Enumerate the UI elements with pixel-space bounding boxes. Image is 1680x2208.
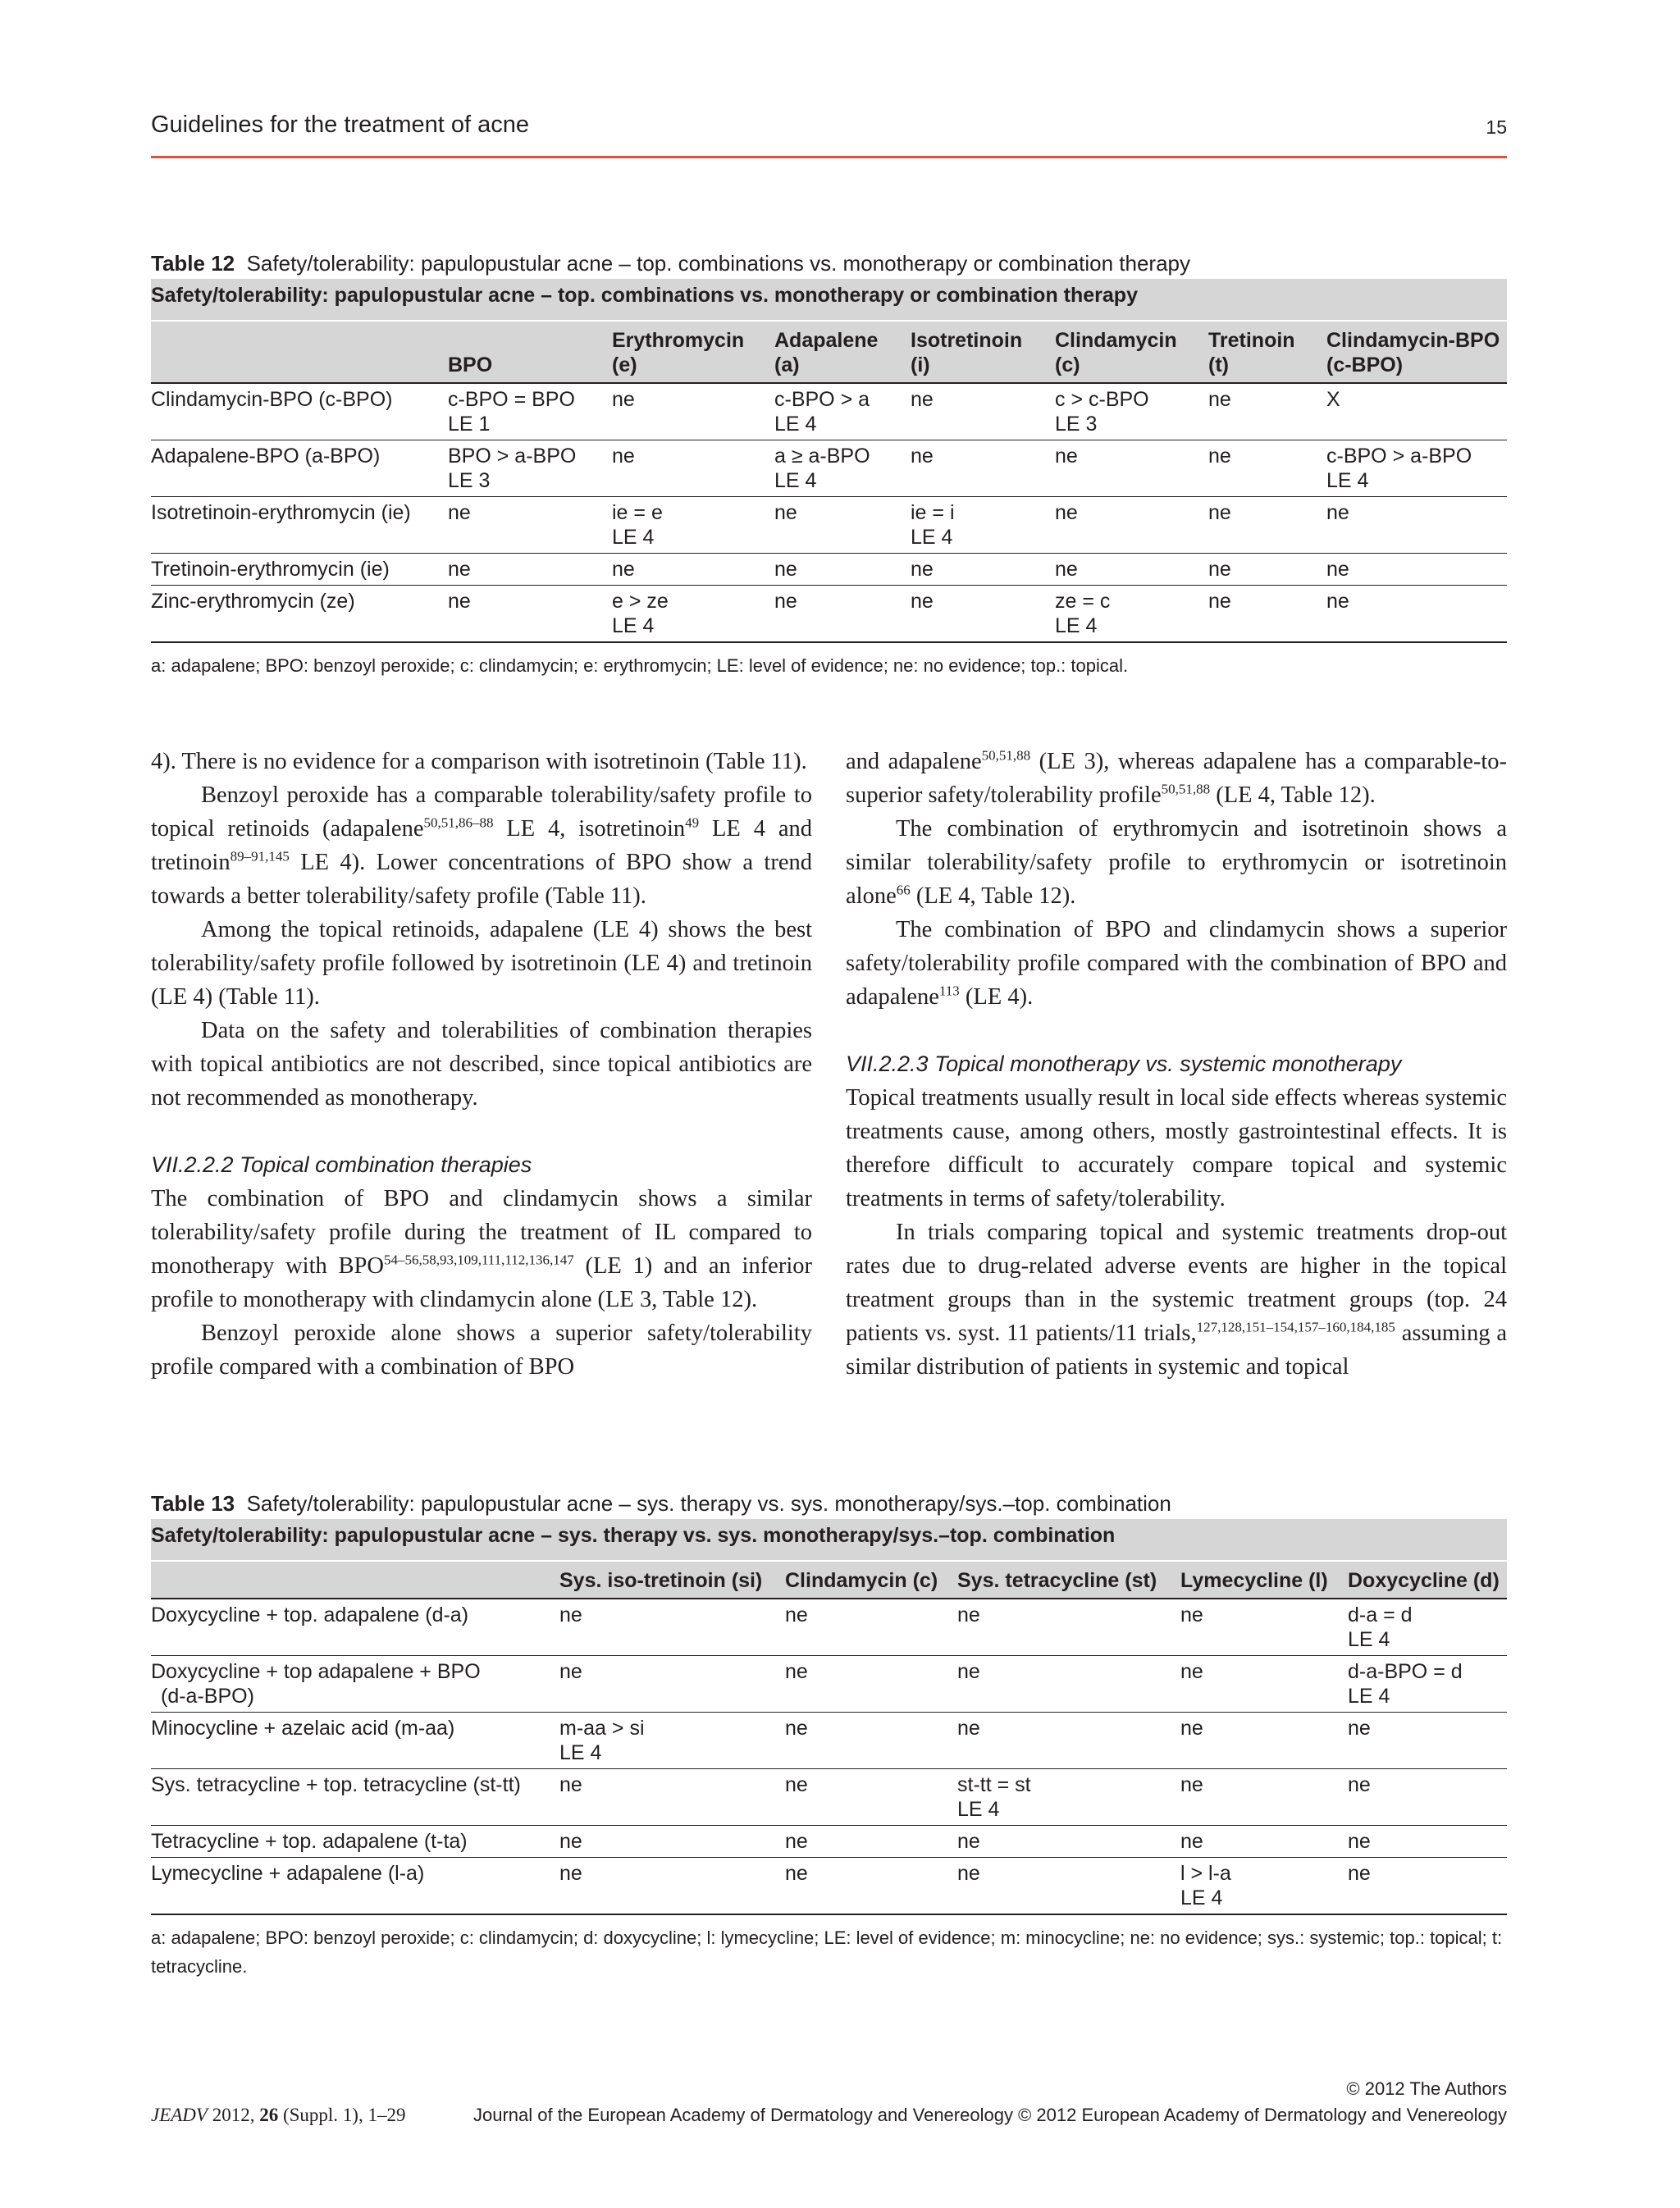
cell-line: a ≥ a-BPO	[774, 445, 870, 468]
table-cell	[612, 440, 774, 497]
cell-line: ne	[1180, 1717, 1203, 1740]
table-cell	[1326, 586, 1507, 643]
cell-line: ze = c	[1055, 590, 1111, 613]
table-cell	[774, 440, 911, 497]
table-cell	[911, 440, 1055, 497]
cell-line: st-tt = st	[957, 1773, 1031, 1796]
table-12	[151, 251, 1507, 680]
cell-line: d-a-BPO = d	[1348, 1660, 1463, 1683]
column-header: Tretinoin (t)	[1208, 322, 1326, 383]
table-cell	[612, 586, 774, 643]
table-cell	[448, 440, 612, 497]
table-cell	[612, 497, 774, 554]
table-12-grid	[151, 322, 1507, 643]
citation: 50,51,86–88	[423, 814, 494, 831]
cell-line: LE 4	[774, 469, 817, 492]
table-cell	[1180, 1769, 1348, 1826]
table-row	[151, 497, 1507, 554]
cell-line: ne	[1055, 501, 1078, 524]
row-label: Clindamycin-BPO (c-BPO)	[151, 383, 448, 440]
table-cell	[1180, 1858, 1348, 1915]
cell-line: ne	[1180, 1604, 1203, 1626]
table-row	[151, 586, 1507, 643]
row-label: Sys. tetracycline + top. tetracycline (st-tt)	[151, 1769, 559, 1826]
table-row	[151, 440, 1507, 497]
table-cell	[1326, 383, 1507, 440]
table-cell	[559, 1656, 785, 1713]
cell-line: ie = e	[612, 501, 663, 524]
cell-line: LE 4	[1348, 1628, 1390, 1651]
cell-line: c-BPO > a-BPO	[1326, 445, 1472, 468]
cell-line: ne	[612, 445, 635, 468]
row-label: Tretinoin-erythromycin (ie)	[151, 554, 448, 586]
table-cell	[957, 1826, 1180, 1858]
column-header: Isotretinoin (i)	[911, 322, 1055, 383]
table-cell	[1180, 1656, 1348, 1713]
cell-line: LE 4	[612, 614, 655, 637]
column-header: Clindamycin (c)	[1055, 322, 1208, 383]
table-cell	[785, 1713, 957, 1769]
table-cell	[1326, 554, 1507, 586]
row-label: Isotretinoin-erythromycin (ie)	[151, 497, 448, 554]
table-12-label: Table 12	[151, 251, 235, 276]
row-label: Doxycycline + top adapalene + BPO (d-a-BPO)	[151, 1656, 559, 1713]
paragraph: Benzoyl peroxide has a comparable tolerability/safety profile to topical retinoids (adapalene$^{50,51,86-88}$ LE 4, isotretinoin$^{49}$ LE 4 and tretinoin$^{89-91,145}$ LE 4). Lower concentrations of BPO show a trend towards a better tolerability/safety profile (Table 11).	[151, 782, 813, 909]
cell-line: LE 4	[1348, 1685, 1390, 1708]
cell-line: ne	[957, 1830, 980, 1853]
table-cell	[785, 1826, 957, 1858]
cell-line: ne	[559, 1660, 582, 1683]
cell-line: ne	[785, 1773, 808, 1796]
table-cell	[1180, 1599, 1348, 1656]
table-cell	[957, 1858, 1180, 1915]
table-cell	[559, 1858, 785, 1915]
cell-line: m-aa > si	[559, 1717, 645, 1740]
column-header: Sys. iso-tretinoin (si)	[559, 1562, 785, 1599]
table-cell	[1180, 1713, 1348, 1769]
table-13-caption	[151, 1491, 1507, 1519]
paragraph: The combination of BPO and clindamycin shows a similar tolerability/safety profile during the treatment of IL compared to monotherapy with BPO$^{54-56,58,93,109,111,112,136,147}$ (LE 1) and an inferior profile to monotherapy with clindamycin alone (LE 3, Table 12).	[151, 1186, 812, 1312]
table-cell	[1348, 1858, 1507, 1915]
cell-line: ne	[785, 1862, 808, 1885]
paragraph: In trials comparing topical and systemic treatments drop-out rates due to drug-related adverse events are higher in the topical treatment groups than in the systemic treatment groups (top. 24 patients vs. syst. 11 patients/11 trials,$^{127,128,151-154,157-160,184,185}$ assuming a similar distribution of patients in systemic and topical	[846, 1220, 1507, 1380]
cell-line: ne	[559, 1604, 582, 1626]
table-cell	[911, 497, 1055, 554]
paragraph: Data on the safety and tolerabilities of combination therapies with topical antibiotics are not described, since topical antibiotics are not recommended as monotherapy.	[151, 1018, 812, 1111]
cell-line: LE 4	[1180, 1886, 1223, 1909]
table-cell	[785, 1858, 957, 1915]
citation: 89–91,145	[230, 848, 290, 864]
table-cell	[1055, 586, 1208, 643]
cell-line: ne	[1326, 501, 1349, 524]
paragraph: Topical treatments usually result in local side effects whereas systemic treatments cause, among others, mostly gastrointestinal effects. It is therefore difficult to accurately compare topical and systemic treatments in terms of safety/tolerability.	[846, 1085, 1507, 1211]
cell-line: ne	[911, 590, 934, 613]
table-cell	[911, 586, 1055, 643]
row-label: Doxycycline + top. adapalene (d-a)	[151, 1599, 559, 1656]
cell-line: LE 4	[612, 526, 655, 549]
table-row	[151, 1858, 1507, 1915]
table-cell	[448, 383, 612, 440]
citation: 113	[938, 983, 960, 999]
cell-line: ne	[1208, 558, 1231, 581]
cell-line: ne	[1180, 1830, 1203, 1853]
column-header: Sys. tetracycline (st)	[957, 1562, 1180, 1599]
table-cell	[1348, 1656, 1507, 1713]
table-cell	[1348, 1769, 1507, 1826]
section-heading: VII.2.2.2 Topical combination therapies	[151, 1152, 532, 1177]
column-header: Clindamycin-BPO (c-BPO)	[1326, 322, 1507, 383]
text-column-right	[846, 745, 1507, 1384]
table-cell	[911, 383, 1055, 440]
table-13-grid	[151, 1562, 1507, 1915]
table-13-caption-text: Safety/tolerability: papulopustular acne – sys. therapy vs. sys. monotherapy/sys.–top. combination	[246, 1491, 1171, 1516]
table-cell	[957, 1769, 1180, 1826]
cell-line: ne	[612, 388, 635, 411]
paragraph: Benzoyl peroxide alone shows a superior safety/tolerability profile compared with a combination of BPO	[151, 1321, 812, 1380]
cell-line: c-BPO = BPO	[448, 388, 575, 411]
cell-line: ne	[559, 1773, 582, 1796]
cell-line: ne	[1348, 1830, 1371, 1853]
table-cell	[1208, 586, 1326, 643]
cell-line: c-BPO > a	[774, 388, 870, 411]
cell-line: ne	[785, 1604, 808, 1626]
cell-line: ne	[1326, 590, 1349, 613]
table-cell	[1208, 440, 1326, 497]
cell-line: ne	[1326, 558, 1349, 581]
cell-line: ne	[785, 1717, 808, 1740]
cell-line: ne	[559, 1830, 582, 1853]
cell-line: LE 4	[1055, 614, 1098, 637]
table-cell	[448, 497, 612, 554]
table-row	[151, 554, 1507, 586]
cell-line: ne	[1180, 1660, 1203, 1683]
table-13	[151, 1491, 1507, 1981]
section-heading: VII.2.2.3 Topical monotherapy vs. systemic monotherapy	[846, 1052, 1402, 1076]
table-cell	[448, 586, 612, 643]
table-row	[151, 1599, 1507, 1656]
cell-line: ne	[1208, 501, 1231, 524]
cell-line: ne	[1208, 388, 1231, 411]
table-cell	[1180, 1826, 1348, 1858]
cell-line: ne	[612, 558, 635, 581]
cell-line: ne	[911, 445, 934, 468]
table-cell	[785, 1599, 957, 1656]
cell-line: ne	[911, 558, 934, 581]
paragraph: The combination of BPO and clindamycin shows a superior safety/tolerability profile compared with the combination of BPO and adapalene$^{113}$ (LE 4).	[846, 917, 1507, 1010]
running-header	[151, 112, 1507, 148]
table-row	[151, 1713, 1507, 1769]
running-title: Guidelines for the treatment of acne	[151, 112, 530, 138]
citation: 49	[685, 814, 700, 831]
cell-line: ne	[1055, 445, 1078, 468]
column-header: BPO	[448, 322, 612, 383]
column-header	[151, 1562, 559, 1599]
cell-line: LE 4	[559, 1741, 602, 1764]
table-cell	[1208, 554, 1326, 586]
table-13-label: Table 13	[151, 1491, 235, 1516]
cell-line: LE 4	[957, 1798, 1000, 1821]
table-cell	[1326, 440, 1507, 497]
table-cell	[1348, 1599, 1507, 1656]
footer-copyright: © 2012 The Authors	[1346, 2078, 1507, 2099]
citation: 127,128,151–154,157–160,184,185	[1196, 1319, 1395, 1335]
column-header: Clindamycin (c)	[785, 1562, 957, 1599]
table-12-title: Safety/tolerability: papulopustular acne – top. combinations vs. monotherapy or combination therapy	[151, 279, 1507, 322]
table-cell	[559, 1713, 785, 1769]
table-row	[151, 1826, 1507, 1858]
table-cell	[612, 554, 774, 586]
page-number: 15	[1486, 116, 1507, 138]
table-cell	[1326, 497, 1507, 554]
cell-line: BPO > a-BPO	[448, 445, 577, 468]
table-13-footnote: a: adapalene; BPO: benzoyl peroxide; c: clindamycin; d: doxycycline; l: lymecycline; LE: level of evidence; m: minocycline; ne: no evidence; sys.: systemic; top.: topical; t: tetracycline.	[151, 1927, 1503, 1977]
table-cell	[785, 1769, 957, 1826]
cell-line: ne	[1055, 558, 1078, 581]
paragraph: 4). There is no evidence for a comparison with isotretinoin (Table 11).	[151, 749, 807, 774]
citation: 50,51,88	[1161, 781, 1211, 797]
table-cell	[1055, 497, 1208, 554]
cell-line: X	[1326, 388, 1340, 411]
table-cell	[448, 554, 612, 586]
cell-line: d-a = d	[1348, 1604, 1413, 1626]
cell-line: ne	[448, 590, 471, 613]
table-cell	[957, 1656, 1180, 1713]
column-header: Erythromycin (e)	[612, 322, 774, 383]
table-cell	[559, 1599, 785, 1656]
column-header: Adapalene (a)	[774, 322, 911, 383]
table-cell	[957, 1599, 1180, 1656]
text-column-left	[151, 745, 812, 1384]
column-header	[151, 322, 448, 383]
table-13-title: Safety/tolerability: papulopustular acne – sys. therapy vs. sys. monotherapy/sys.–top. combination	[151, 1519, 1507, 1562]
row-label: Minocycline + azelaic acid (m-aa)	[151, 1713, 559, 1769]
table-cell	[957, 1713, 1180, 1769]
cell-line: ne	[559, 1862, 582, 1885]
journal-citation: JEADV 2012, 26 (Suppl. 1), 1–29	[151, 2105, 406, 2125]
cell-line: ne	[1208, 445, 1231, 468]
table-cell	[1208, 497, 1326, 554]
table-cell	[1055, 440, 1208, 497]
cell-line: ne	[1348, 1773, 1371, 1796]
table-cell	[1208, 383, 1326, 440]
cell-line: LE 4	[774, 413, 817, 436]
cell-line: ne	[448, 501, 471, 524]
table-row	[151, 1656, 1507, 1713]
table-cell	[1055, 554, 1208, 586]
cell-line: ne	[957, 1604, 980, 1626]
cell-line: LE 1	[448, 413, 491, 436]
journal-name: Journal of the European Academy of Dermatology and Venereology © 2012 European Academy of Dermatology and Venereology	[472, 2105, 1507, 2125]
cell-line: ne	[1348, 1862, 1371, 1885]
cell-line: ne	[957, 1862, 980, 1885]
paragraph: The combination of erythromycin and isotretinoin shows a similar tolerability/safety profile to erythromycin or isotretinoin alone$^{66}$ (LE 4, Table 12).	[846, 816, 1507, 909]
table-row	[151, 383, 1507, 440]
citation: 50,51,88	[981, 747, 1031, 764]
paragraph: and adapalene$^{50,51,88}$ (LE 3), whereas adapalene has a comparable-to-superior safety/tolerability profile$^{50,51,88}$ (LE 4, Table 12).	[846, 747, 1507, 808]
table-cell	[612, 383, 774, 440]
cell-line: c > c-BPO	[1055, 388, 1149, 411]
cell-line: LE 4	[911, 526, 953, 549]
cell-line: ne	[785, 1830, 808, 1853]
cell-line: ne	[785, 1660, 808, 1683]
header-rule	[151, 156, 1507, 158]
cell-line: ne	[1348, 1717, 1371, 1740]
table-cell	[559, 1769, 785, 1826]
cell-line: ne	[911, 388, 934, 411]
cell-line: l > l-a	[1180, 1862, 1231, 1885]
cell-line: LE 4	[1326, 469, 1369, 492]
column-header: Lymecycline (l)	[1180, 1562, 1348, 1599]
cell-line: ne	[1180, 1773, 1203, 1796]
cell-line: LE 3	[448, 469, 491, 492]
cell-line: e > ze	[612, 590, 669, 613]
table-cell	[774, 383, 911, 440]
table-12-footnote: a: adapalene; BPO: benzoyl peroxide; c: clindamycin; e: erythromycin; LE: level of evidence; ne: no evidence; top.: topical.	[151, 655, 1129, 676]
citation: 66	[896, 882, 911, 898]
table-12-caption	[151, 251, 1507, 279]
paragraph: Among the topical retinoids, adapalene (LE 4) shows the best tolerability/safety profile followed by isotretinoin (LE 4) and tretinoin (LE 4) (Table 11).	[151, 917, 812, 1010]
column-header: Doxycycline (d)	[1348, 1562, 1507, 1599]
cell-line: ne	[448, 558, 471, 581]
row-label: Lymecycline + adapalene (l-a)	[151, 1858, 559, 1915]
row-label: Zinc-erythromycin (ze)	[151, 586, 448, 643]
table-12-caption-text: Safety/tolerability: papulopustular acne – top. combinations vs. monotherapy or combination therapy	[246, 251, 1191, 276]
cell-line: ne	[1208, 590, 1231, 613]
cell-line: ie = i	[911, 501, 955, 524]
row-label: Tetracycline + top. adapalene (t-ta)	[151, 1826, 559, 1858]
cell-line: ne	[774, 590, 797, 613]
table-cell	[1348, 1826, 1507, 1858]
citation: 54–56,58,93,109,111,112,136,147	[383, 1252, 574, 1268]
table-cell	[785, 1656, 957, 1713]
table-cell	[774, 497, 911, 554]
table-cell	[774, 586, 911, 643]
table-row	[151, 1769, 1507, 1826]
table-cell	[911, 554, 1055, 586]
cell-line: ne	[774, 558, 797, 581]
cell-line: LE 3	[1055, 413, 1098, 436]
row-label: Adapalene-BPO (a-BPO)	[151, 440, 448, 497]
cell-line: ne	[957, 1660, 980, 1683]
cell-line: ne	[774, 501, 797, 524]
cell-line: ne	[957, 1717, 980, 1740]
table-cell	[559, 1826, 785, 1858]
table-cell	[1348, 1713, 1507, 1769]
table-cell	[774, 554, 911, 586]
table-cell	[1055, 383, 1208, 440]
